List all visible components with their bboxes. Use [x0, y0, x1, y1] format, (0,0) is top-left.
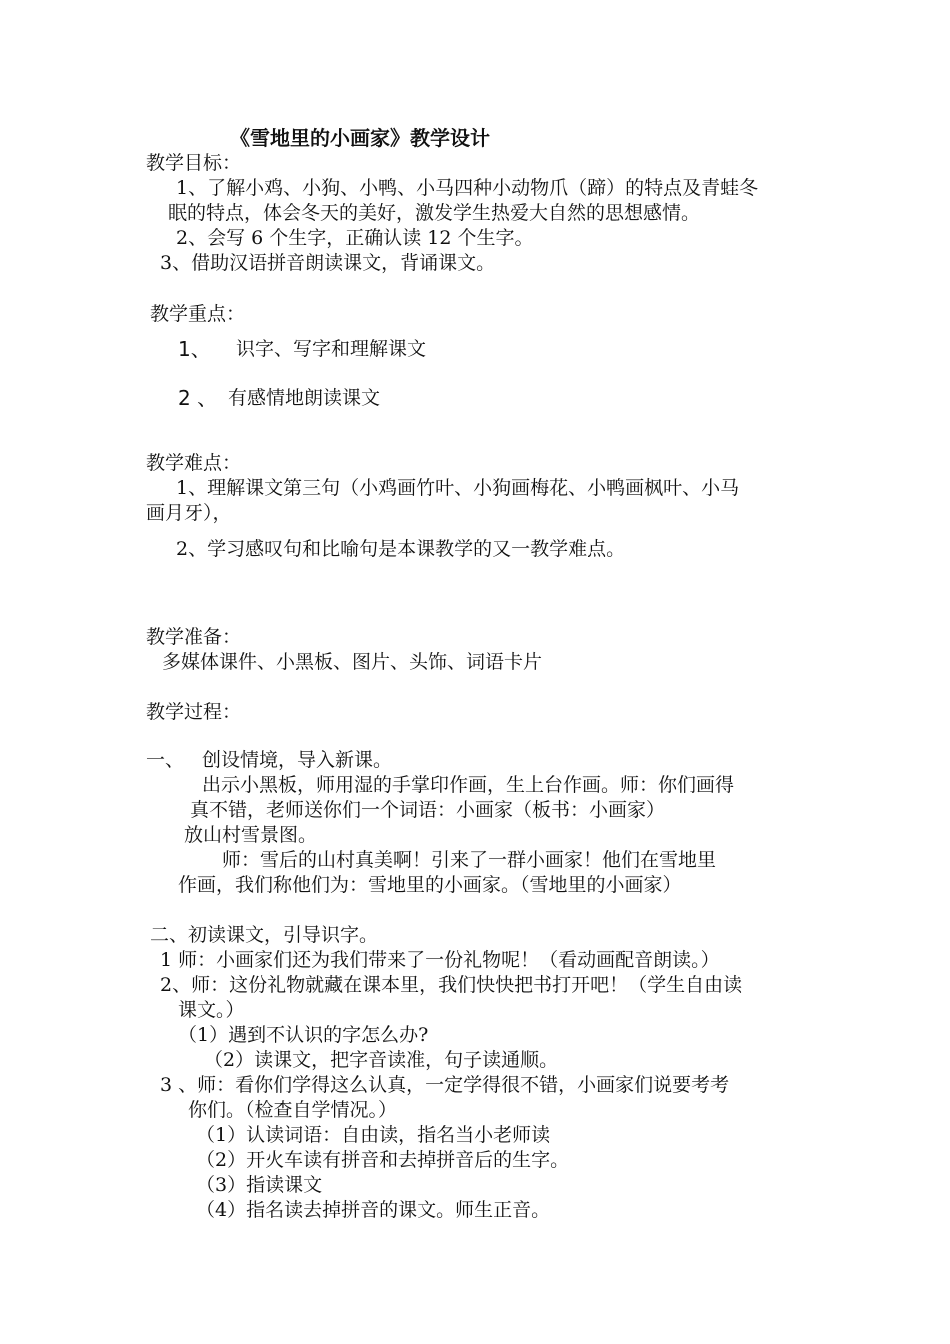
section-2-step-3-item-4: （4）指名读去掉拼音的课文。师生正音。 [196, 1199, 551, 1221]
section-1-para-3-line-1: 师：雪后的山村真美啊！引来了一群小画家！他们在雪地里 [222, 849, 717, 871]
section-2-step-3-item-2: （2）开火车读有拼音和去掉拼音后的生字。 [196, 1149, 570, 1171]
section-1-para-1-line-1: 出示小黑板，师用湿的手掌印作画，生上台作画。师：你们画得 [202, 774, 735, 796]
objective-3: 3、借助汉语拼音朗读课文，背诵课文。 [160, 252, 496, 274]
key-point-1-text: 识字、写字和理解课文 [236, 338, 427, 360]
objective-1-line-2: 眠的特点，体会冬天的美好，激发学生热爱大自然的思想感情。 [168, 202, 701, 224]
preparation-heading: 教学准备： [146, 626, 242, 648]
process-heading: 教学过程： [146, 701, 242, 723]
section-1-para-2: 放山村雪景图。 [184, 824, 318, 846]
section-1-number: 一、 [146, 749, 185, 771]
objective-1-line-1: 1、了解小鸡、小狗、小鸭、小马四种小动物爪（蹄）的特点及青蛙冬 [176, 177, 759, 199]
objective-2: 2、会写 6 个生字，正确认读 12 个生字。 [176, 227, 534, 249]
document-title: 《雪地里的小画家》教学设计 [230, 126, 490, 150]
section-2-step-3-item-3: （3）指读课文 [196, 1174, 323, 1196]
section-2-step-2-line-2: 课文。） [178, 999, 245, 1021]
section-2-step-2-line-1: 2、师：这份礼物就藏在课本里，我们快快把书打开吧！（学生自由读 [160, 974, 743, 996]
preparation-text: 多媒体课件、小黑板、图片、头饰、词语卡片 [162, 651, 543, 673]
section-2-step-1: 1 师：小画家们还为我们带来了一份礼物呢！（看动画配音朗读。） [160, 949, 720, 971]
section-2-step-3-item-1: （1）认读词语：自由读，指名当小老师读 [196, 1124, 551, 1146]
section-1-para-3-line-2: 作画，我们称他们为：雪地里的小画家。（雪地里的小画家） [178, 874, 682, 896]
key-point-2-text: 有感情地朗读课文 [228, 387, 381, 409]
section-1-para-1-line-2: 真不错，老师送你们一个词语：小画家（板书：小画家） [190, 799, 666, 821]
key-point-2-number: 2 、 [178, 386, 218, 410]
key-point-1-number: 1、 [178, 337, 211, 361]
section-1-title: 创设情境，导入新课。 [202, 749, 393, 771]
section-2-title: 二、初读课文，引导识字。 [150, 924, 379, 946]
section-2-step-2-question-2: （2）读课文，把字音读准，句子读通顺。 [204, 1049, 559, 1071]
section-2-step-2-question-1: （1）遇到不认识的字怎么办? [178, 1024, 429, 1046]
key-points-heading: 教学重点： [150, 303, 246, 325]
section-2-step-3-line-2: 你们。（检查自学情况。） [188, 1099, 398, 1121]
difficulty-2: 2、学习感叹句和比喻句是本课教学的又一教学难点。 [176, 538, 626, 560]
difficulty-1-line-2: 画月牙）， [146, 502, 232, 524]
difficulties-heading: 教学难点： [146, 452, 242, 474]
objectives-heading: 教学目标： [146, 152, 242, 174]
section-2-step-3-line-1: 3 、师：看你们学得这么认真，一定学得很不错，小画家们说要考考 [160, 1074, 730, 1096]
difficulty-1-line-1: 1、理解课文第三句（小鸡画竹叶、小狗画梅花、小鸭画枫叶、小马 [176, 477, 740, 499]
